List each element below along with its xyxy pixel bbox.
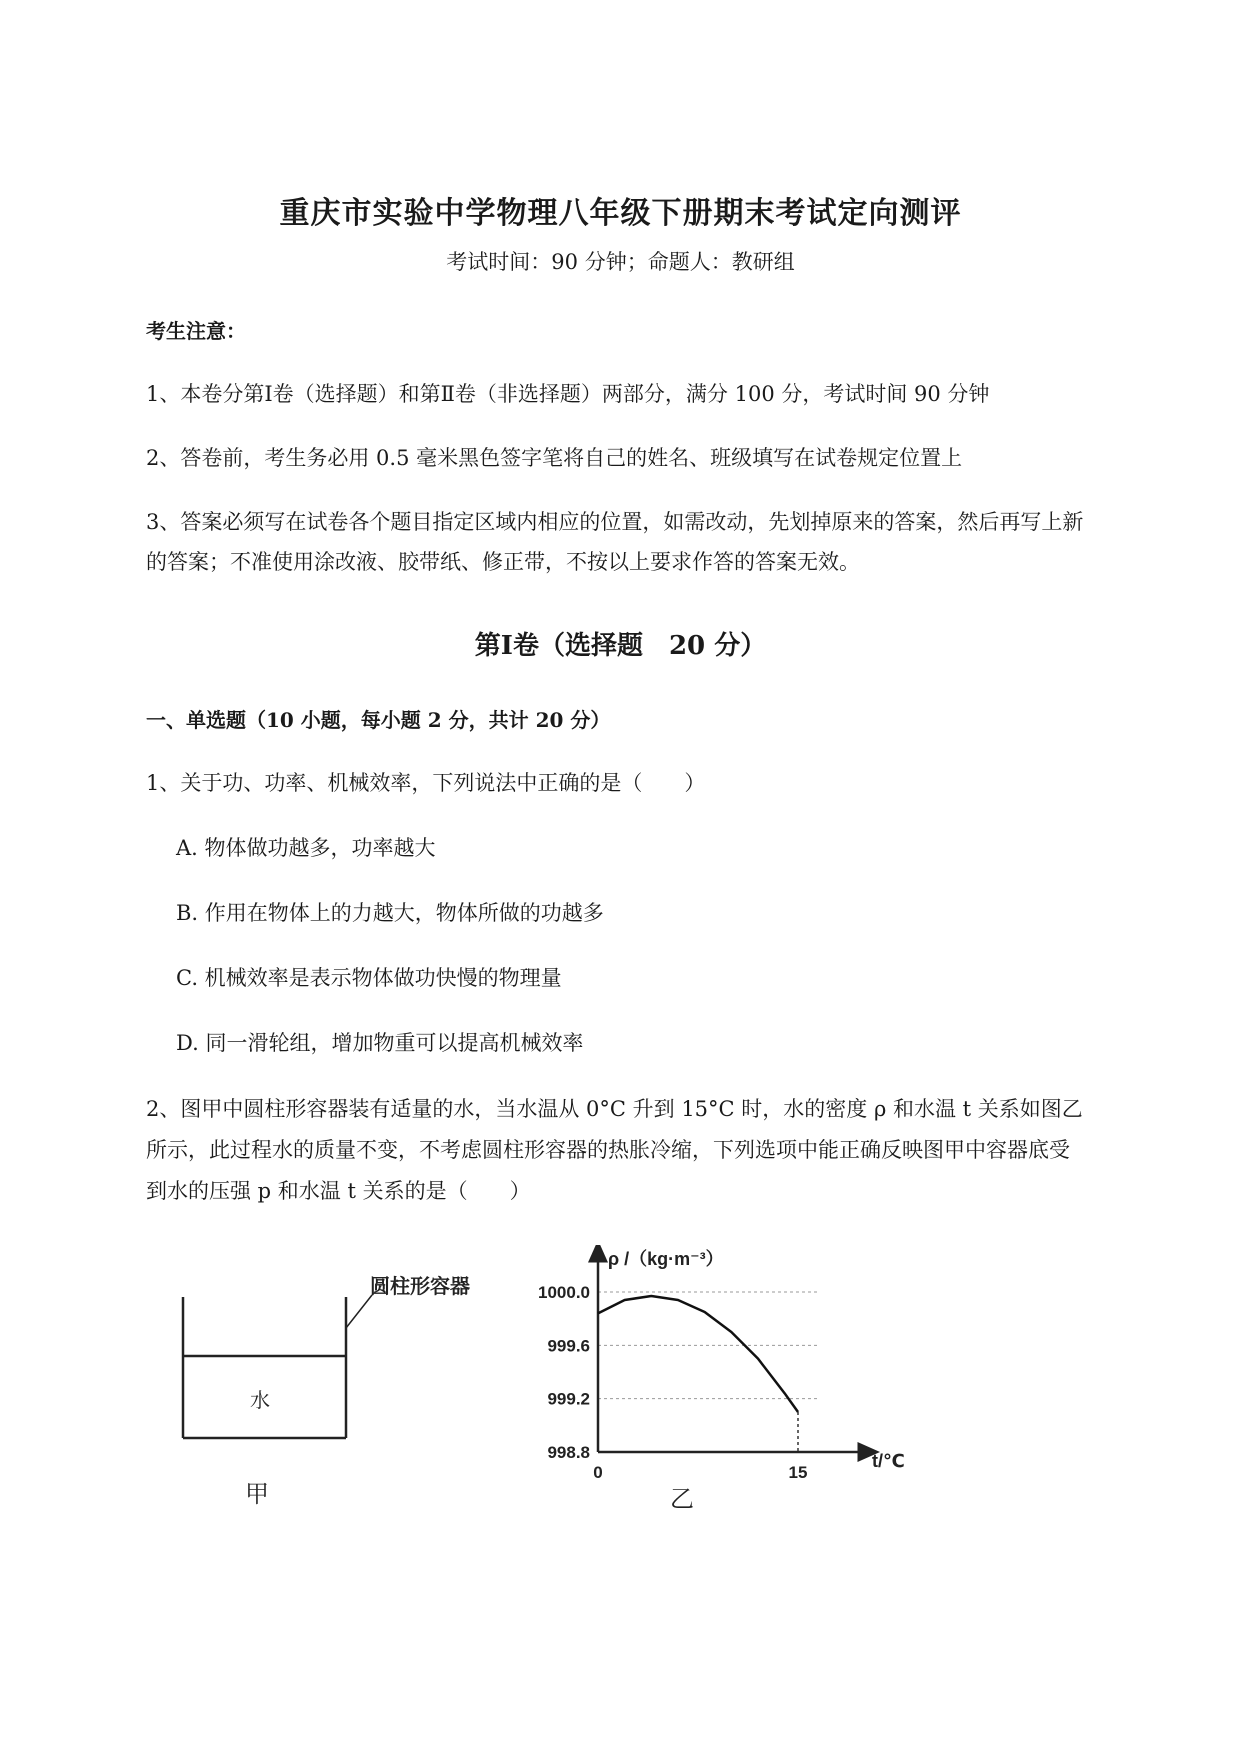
density-curve — [598, 1296, 798, 1412]
x-tick-label: 0 — [593, 1463, 603, 1482]
y-tick-label: 999.6 — [547, 1336, 590, 1356]
figure-yi-caption: 乙 — [670, 1486, 694, 1513]
y-tick-label: 999.2 — [547, 1389, 590, 1409]
x-tick-label: 15 — [788, 1463, 808, 1482]
question-2-line-1: 2、图甲中圆柱形容器装有适量的水，当水温从 0°C 升到 15°C 时，水的密度 ρ 和水温 t 关系如图乙 — [146, 1097, 1083, 1121]
notice-item-1: 1、本卷分第Ⅰ卷（选择题）和第Ⅱ卷（非选择题）两部分，满分 100 分，考试时间 90 分钟 — [146, 382, 990, 406]
figure-jia — [150, 1255, 490, 1515]
exam-info: 考试时间：90 分钟；命题人：教研组 — [446, 250, 795, 274]
y-tick-label: 998.8 — [547, 1443, 590, 1462]
question-1-stem: 1、关于功、功率、机械效率，下列说法中正确的是（ ） — [146, 771, 706, 795]
part-heading: 一、单选题（10 小题，每小题 2 分，共计 20 分） — [146, 708, 611, 732]
question-2-line-2: 所示，此过程水的质量不变，不考虑圆柱形容器的热胀冷缩，下列选项中能正确反映图甲中容器底受 — [146, 1138, 1070, 1162]
notice-item-2: 2、答卷前，考生务必用 0.5 毫米黑色签字笔将自己的姓名、班级填写在试卷规定位置上 — [146, 446, 963, 470]
water-label: 水 — [250, 1390, 270, 1412]
container-label: 圆柱形容器 — [370, 1276, 470, 1298]
question-1-option-b: B. 作用在物体上的力越大，物体所做的功越多 — [176, 901, 604, 925]
y-axis-label: ρ /（kg·m⁻³） — [608, 1249, 724, 1269]
y-tick-label: 1000.0 — [538, 1283, 590, 1302]
question-1-option-a: A. 物体做功越多，功率越大 — [176, 836, 436, 860]
figure-yi-chart — [520, 1245, 920, 1525]
question-1-option-d: D. 同一滑轮组，增加物重可以提高机械效率 — [176, 1031, 584, 1055]
notice-heading: 考生注意： — [146, 319, 246, 343]
figure-jia-caption: 甲 — [245, 1481, 269, 1508]
x-axis-label: t/℃ — [872, 1451, 905, 1471]
label-leader-line — [346, 1295, 372, 1328]
question-2-line-3: 到水的压强 p 和水温 t 关系的是（ ） — [146, 1179, 531, 1203]
page-title: 重庆市实验中学物理八年级下册期末考试定向测评 — [279, 196, 962, 231]
notice-item-3: 3、答案必须写在试卷各个题目指定区域内相应的位置，如需改动，先划掉原来的答案，然后再写上新 — [146, 510, 1084, 534]
question-1-option-c: C. 机械效率是表示物体做功快慢的物理量 — [176, 966, 562, 990]
section-title: 第Ⅰ卷（选择题 20 分） — [474, 631, 767, 661]
notice-item-3-cont: 的答案；不准使用涂改液、胶带纸、修正带，不按以上要求作答的答案无效。 — [146, 550, 860, 574]
